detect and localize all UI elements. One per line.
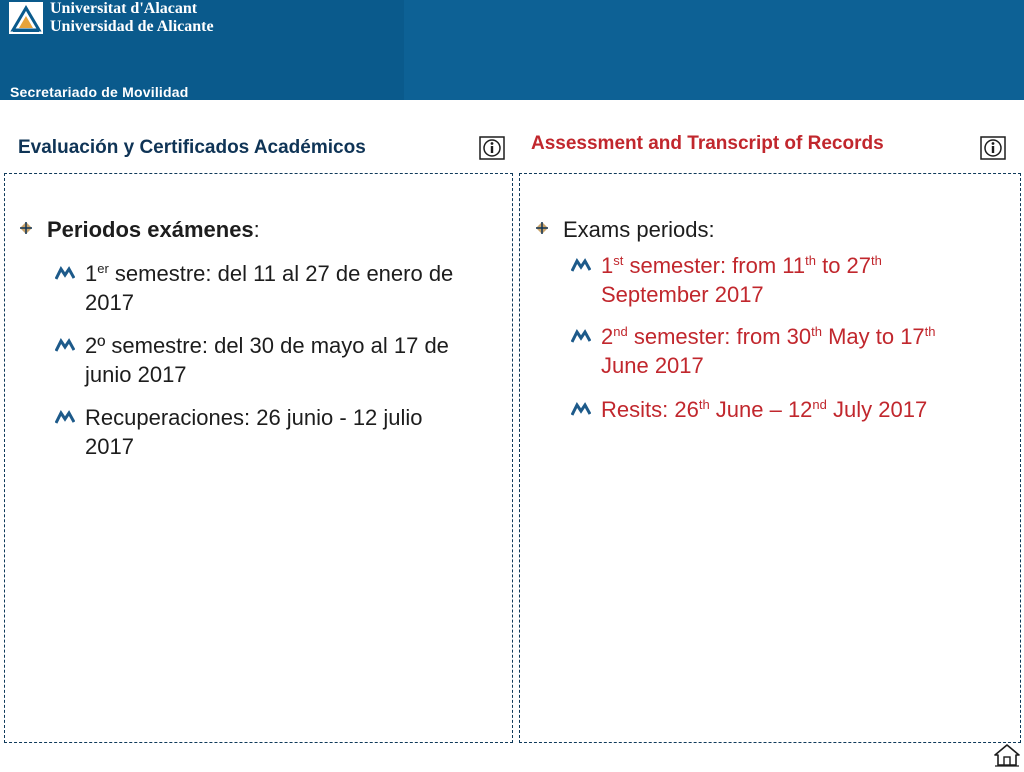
header-banner [0, 0, 1024, 100]
university-name-valencian: Universitat d'Alacant [50, 0, 198, 17]
info-icon[interactable] [980, 136, 1006, 160]
item-ordinal: th [871, 253, 882, 268]
title-english: Assessment and Transcript of Records [531, 133, 884, 154]
item-part: May to 17 [821, 324, 925, 349]
home-icon[interactable] [993, 743, 1021, 767]
item-part: Resits: 26 [601, 397, 699, 422]
item-ordinal: th [805, 253, 816, 268]
bullet-arrow-icon [571, 258, 591, 272]
bullet-arrow-icon [55, 338, 75, 352]
title-spanish: Evaluación y Certificados Académicos [18, 137, 366, 158]
list-item [85, 403, 423, 461]
item-number: 1 [85, 261, 98, 286]
item-ordinal: nd [613, 324, 628, 339]
item-part: 1 [601, 253, 614, 278]
list-item [601, 395, 927, 424]
header-accent [404, 0, 1024, 100]
bullet-arrow-icon [55, 266, 75, 280]
university-name-spanish: Universidad de Alicante [50, 18, 214, 35]
university-logo-icon [9, 2, 43, 34]
item-text: 2º semestre: del 30 de mayo al 17 de [85, 333, 449, 358]
item-part: semester: from 11 [623, 253, 806, 278]
item-ordinal: th [924, 324, 936, 339]
list-item [601, 322, 936, 380]
heading-colon: : [253, 217, 260, 242]
item-part: July 2017 [826, 397, 928, 422]
item-ordinal: th [811, 324, 822, 339]
info-icon[interactable] [479, 136, 505, 160]
item-part: June – 12 [709, 397, 813, 422]
item-text-cont: junio 2017 [85, 362, 187, 387]
item-text-cont: 2017 [85, 434, 134, 459]
list-item [85, 331, 449, 389]
bullet-diamond-icon [19, 221, 33, 235]
bullet-arrow-icon [571, 402, 591, 416]
item-part: semester: from 30 [627, 324, 812, 349]
item-text-cont: September 2017 [601, 282, 764, 307]
item-ordinal: th [698, 397, 710, 412]
item-ordinal: er [97, 261, 109, 276]
exam-periods-label: Periodos exámenes [47, 217, 254, 242]
item-part: to 27 [815, 253, 872, 278]
item-ordinal: nd [812, 397, 827, 412]
exam-periods-heading-en [563, 217, 715, 243]
item-text: semestre: del 11 al 27 de enero de [108, 261, 454, 286]
bullet-arrow-icon [55, 410, 75, 424]
item-text: Recuperaciones: 26 junio - 12 julio [85, 405, 423, 430]
exam-periods-label: Exams periods: [563, 217, 715, 242]
item-text-cont: 2017 [85, 290, 134, 315]
list-item [85, 259, 453, 317]
exam-periods-heading-es [47, 217, 260, 243]
list-item [601, 251, 882, 309]
bullet-diamond-icon [535, 221, 549, 235]
department-label: Secretariado de Movilidad [10, 84, 189, 100]
item-text-cont: June 2017 [601, 353, 704, 378]
item-ordinal: st [613, 253, 624, 268]
item-part: 2 [601, 324, 614, 349]
bullet-arrow-icon [571, 329, 591, 343]
